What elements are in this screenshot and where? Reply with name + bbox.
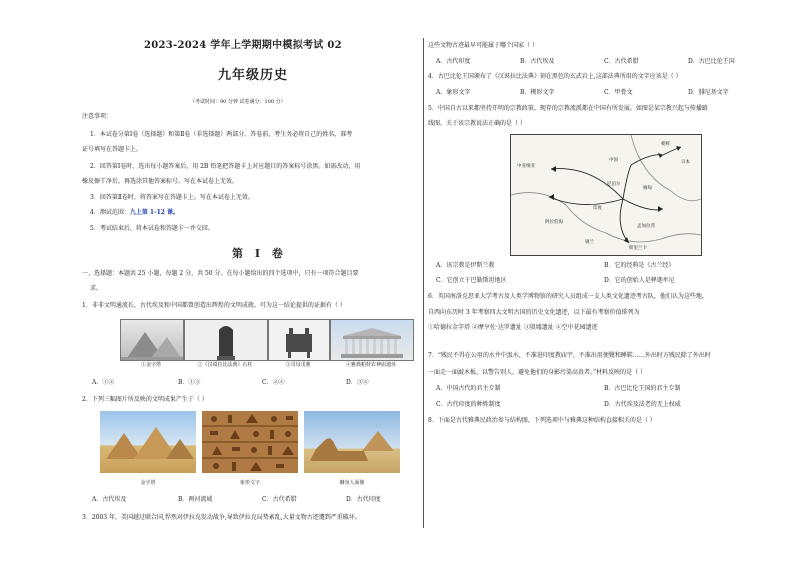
q5-option-a[interactable]: A．该宗教是伊斯兰教: [436, 262, 495, 269]
code-stele-photo: [184, 319, 268, 361]
q2-option-a[interactable]: A．古代埃及: [92, 496, 127, 503]
q8-stem: 8．下面是古代雅典民政治参与结构图，下列选项中与雅典这种结构直接相关的是（ ）: [428, 417, 656, 424]
q2-option-c[interactable]: C．古代希腊: [262, 496, 297, 503]
religion-spread-map: [510, 134, 702, 256]
q4-option-b[interactable]: B．楔形文字: [520, 89, 555, 96]
q3-continuation: 这些文物古迹最早可能属于哪个国家（ ）: [428, 42, 538, 49]
pyramids-image: [100, 411, 196, 473]
q7-stem: 7．“贱民不得在公用的水井中汲水，不准进印度教庙宇，不准出用便靴和睡鞋……外出时方贱民除了外出时: [428, 352, 711, 359]
q3-option-a[interactable]: A．古代印度: [436, 58, 471, 65]
q5-stem: 5．中国自古以来都坚持开明的宗教政策，现存的宗教流派都在中国有所发展。如图是某宗教兴起与传播路: [428, 105, 708, 112]
hieroglyph-photo: [202, 411, 298, 473]
map-label: 孟加拉湾: [637, 224, 655, 229]
q2-option-b[interactable]: B．两河流域: [178, 496, 213, 503]
q5-option-c[interactable]: C．它创立于巴勒斯坦地区: [436, 277, 507, 284]
map-label: 锡兰: [585, 240, 594, 245]
q4-option-a[interactable]: A．象形文字: [436, 89, 471, 96]
q1-caption: ④雅典帕特农神庙遗址: [345, 362, 396, 368]
q4-option-d[interactable]: D．腓尼基文字: [688, 89, 729, 96]
q1-caption: ③司母戊鼎: [285, 362, 311, 368]
map-label: 日本: [681, 160, 690, 165]
notes-heading: 注意事项：: [82, 113, 113, 120]
ding-photo: [268, 319, 330, 361]
spread-route-lines: [511, 135, 701, 255]
exam-title: 2023-2024 学年上学期期中模拟考试 02: [144, 40, 342, 51]
q3-option-b[interactable]: B．古代埃及: [520, 58, 555, 65]
q1-caption: ①金字塔: [140, 362, 161, 368]
map-label: 斯里兰卡: [629, 246, 647, 251]
q7-option-b[interactable]: B．古巴比伦王国的君主专制: [604, 385, 681, 392]
hieroglyph-image: [202, 411, 298, 473]
parthenon-photo: [330, 319, 414, 361]
q2-caption: 狮身人面像: [339, 480, 365, 486]
q5-option-d[interactable]: D．它的创始人是释迦牟尼: [604, 277, 675, 284]
q3-stem: 3．2003 年，美国越过联合国,悍然对伊拉克发动战争,导致伊拉克局势紊乱,大量文物古迹遭到严重破坏。: [82, 514, 361, 521]
map-label: 中亚细亚: [517, 164, 535, 169]
exam-meta: （考试时间：90 分钟 试卷满分：100 分）: [190, 99, 286, 105]
q1-caption: ②《汉谟拉比法典》石柱: [197, 362, 253, 368]
note-line: 3．回答第Ⅱ卷时，将答案写在答题卡上。写在本试卷上无效。: [90, 194, 254, 201]
sphinx-image: [304, 411, 400, 473]
parthenon-image: [331, 320, 413, 360]
q1-option-c[interactable]: C．②④: [262, 379, 285, 386]
q2-stem: 2．下列三幅图片所反映的文明成果产生于（ ）: [82, 396, 208, 403]
pyramid-photo: [120, 319, 184, 361]
map-label: 印度: [593, 206, 602, 211]
note-line: 证号填写在答题卡上。: [82, 146, 143, 153]
sphinx-photo: [304, 411, 400, 473]
q1-stem: 1．非非文明通流长，古代埃及和中国都曾创造出辉煌的文明成就。可为这一结论提供的证据有（ ）: [82, 302, 346, 309]
pyramids-photo: [100, 411, 196, 473]
map-label: 缅甸: [643, 186, 652, 191]
q6-stem: 6．英国南洛克思亚大学考古及人类学博物馆的研究人员组成一支人类文化遗迹考古队，他们认为这些地，: [428, 293, 708, 300]
map-label: 朝鲜: [661, 142, 670, 147]
map-label: 尼泊尔: [607, 182, 621, 187]
scope-label: 4．测试范围：: [90, 209, 130, 216]
q7-option-c[interactable]: C．古代印度的种姓制度: [436, 401, 501, 408]
section-title: 第 Ⅰ 卷: [232, 247, 287, 260]
q3-option-c[interactable]: C．古代希腊: [604, 58, 639, 65]
note-line: 2．回答第Ⅰ卷时，选出每小题答案后，用 2B 铅笔把答题卡上对应题目的答案标号涂黑。如需改动，用: [90, 163, 361, 170]
q7-option-d[interactable]: D．古代埃及法老的无上权威: [604, 401, 681, 408]
q2-option-d[interactable]: D．古代印度: [346, 496, 381, 503]
q1-option-b[interactable]: B．①③: [178, 379, 201, 386]
ding-image: [269, 320, 329, 360]
section-intro: 求。: [90, 285, 103, 292]
q6-items: ①哈德拉金字塔 ②摩亨佐·达罗遗址 ③殷墟遗址 ④空中花园遗迹: [428, 324, 598, 331]
note-scope: [90, 209, 179, 217]
map-label: 阿拉伯海: [545, 220, 563, 225]
q1-option-a[interactable]: A．①②: [92, 379, 115, 386]
q7-stem: 一面走一面敲木板，以警告别人，避免他们的身影污染高贵者。”材料反映的是（ ）: [428, 369, 646, 376]
q1-option-d[interactable]: D．③④: [346, 379, 369, 386]
note-line: 1．本试卷分第Ⅰ卷（选择题）和第Ⅱ卷（非选择题）两部分。答卷前，考生务必将自己的姓名、准考: [90, 131, 353, 138]
note-line: 橡皮擦干净后，再选涂其他答案标号。写在本试卷上无效。: [82, 178, 239, 185]
stele-image: [185, 320, 267, 360]
q5-option-b[interactable]: B．它的经典是《古兰经》: [604, 262, 675, 269]
pyramid-image: [121, 320, 183, 360]
q2-caption: 金字塔: [140, 480, 156, 486]
q5-stem: 线图。关于该宗教说法正确的是（ ）: [428, 120, 526, 127]
scope-value: 九上第 1-12 课。: [129, 209, 180, 216]
q3-option-d[interactable]: D．古巴比伦王国: [688, 58, 735, 65]
q4-option-c[interactable]: C．甲骨文: [604, 89, 633, 96]
column-divider: [423, 38, 424, 528]
subject-title: 九年级历史: [218, 68, 289, 83]
q2-caption: 象形文字: [239, 480, 260, 486]
q4-stem: 4．古巴比伦王国颁布了《汉谟拉比法典》刻在黑色的玄武岩上,这部法典所用的文字应该是（ ）: [428, 73, 682, 80]
q6-stem: 自西向东历时 3 年考察四大文明古国的历史文化遗迹，以下最有考察价值排列为: [428, 309, 640, 316]
note-line: 5．考试结束后，将本试卷和答题卡一并交回。: [90, 225, 214, 232]
section-intro: 一、选择题：本题共 25 小题，每题 2 分，共 50 分。在每小题给出的四个选项中，只有一项符合题目要: [82, 270, 359, 277]
map-label: 中国: [609, 158, 618, 163]
q7-option-a[interactable]: A．中国古代的君主专制: [436, 385, 501, 392]
